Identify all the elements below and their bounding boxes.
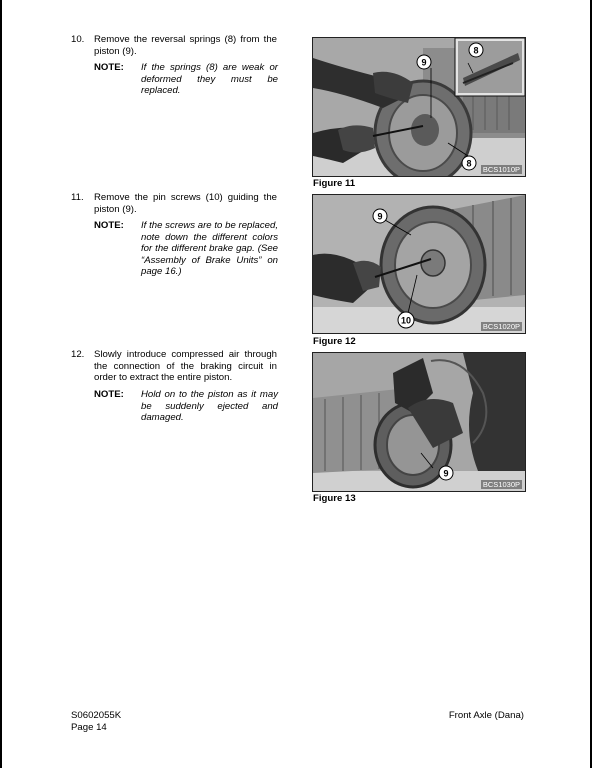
note-11 <box>94 220 280 280</box>
figure-13-code: BCS1030P <box>482 480 520 489</box>
note-label: NOTE: <box>94 389 124 400</box>
note-text: Hold on to the piston as it may be suddenly ejected and damaged. <box>141 389 278 424</box>
figure-12-photo <box>312 194 526 334</box>
step-11 <box>71 192 281 216</box>
note-text: If the springs (8) are weak or deformed they must be replaced. <box>141 62 278 97</box>
step-number: 12. <box>71 349 85 360</box>
step-number: 11. <box>71 192 84 203</box>
step-10 <box>71 34 281 58</box>
step-12 <box>71 349 281 385</box>
figure-13-photo <box>312 352 526 492</box>
figure-11-caption: Figure 11 <box>313 178 356 189</box>
callout-10-label: 10 <box>400 315 412 326</box>
figure-13-caption: Figure 13 <box>313 493 356 504</box>
note-label: NOTE: <box>94 62 124 73</box>
step-text: Slowly introduce compressed air through the connection of the braking circuit in order to extract the entire piston. <box>94 349 277 384</box>
callout-9-label: 9 <box>421 57 427 68</box>
callout-9-label: 9 <box>377 211 383 222</box>
footer-doc-number: S0602055K <box>71 710 122 721</box>
figure-11-photo <box>312 37 526 177</box>
callout-8-inset-label: 8 <box>473 45 479 56</box>
figure-11-illustration <box>313 38 525 176</box>
callout-8-label: 8 <box>466 158 472 169</box>
footer-page-number: Page 14 <box>71 722 107 733</box>
figure-12-caption: Figure 12 <box>313 336 356 347</box>
step-number: 10. <box>71 34 85 45</box>
note-label: NOTE: <box>94 220 124 231</box>
figure-13-illustration <box>313 353 525 491</box>
figure-12-illustration <box>313 195 525 333</box>
note-12 <box>94 389 280 425</box>
note-10 <box>94 62 280 98</box>
note-text: If the screws are to be replaced, note down the different colors for the different brake gap. (See “Assembly of Brake Units” on page 16.) <box>141 220 278 278</box>
footer-section-title: Front Axle (Dana) <box>448 710 524 721</box>
step-text: Remove the reversal springs (8) from the piston (9). <box>94 34 277 57</box>
figure-11-code: BCS1010P <box>482 165 520 174</box>
figure-12-code: BCS1020P <box>482 322 520 331</box>
callout-9-label: 9 <box>443 468 449 479</box>
step-text: Remove the pin screws (10) guiding the piston (9). <box>94 192 277 215</box>
page-border-left <box>0 0 2 768</box>
